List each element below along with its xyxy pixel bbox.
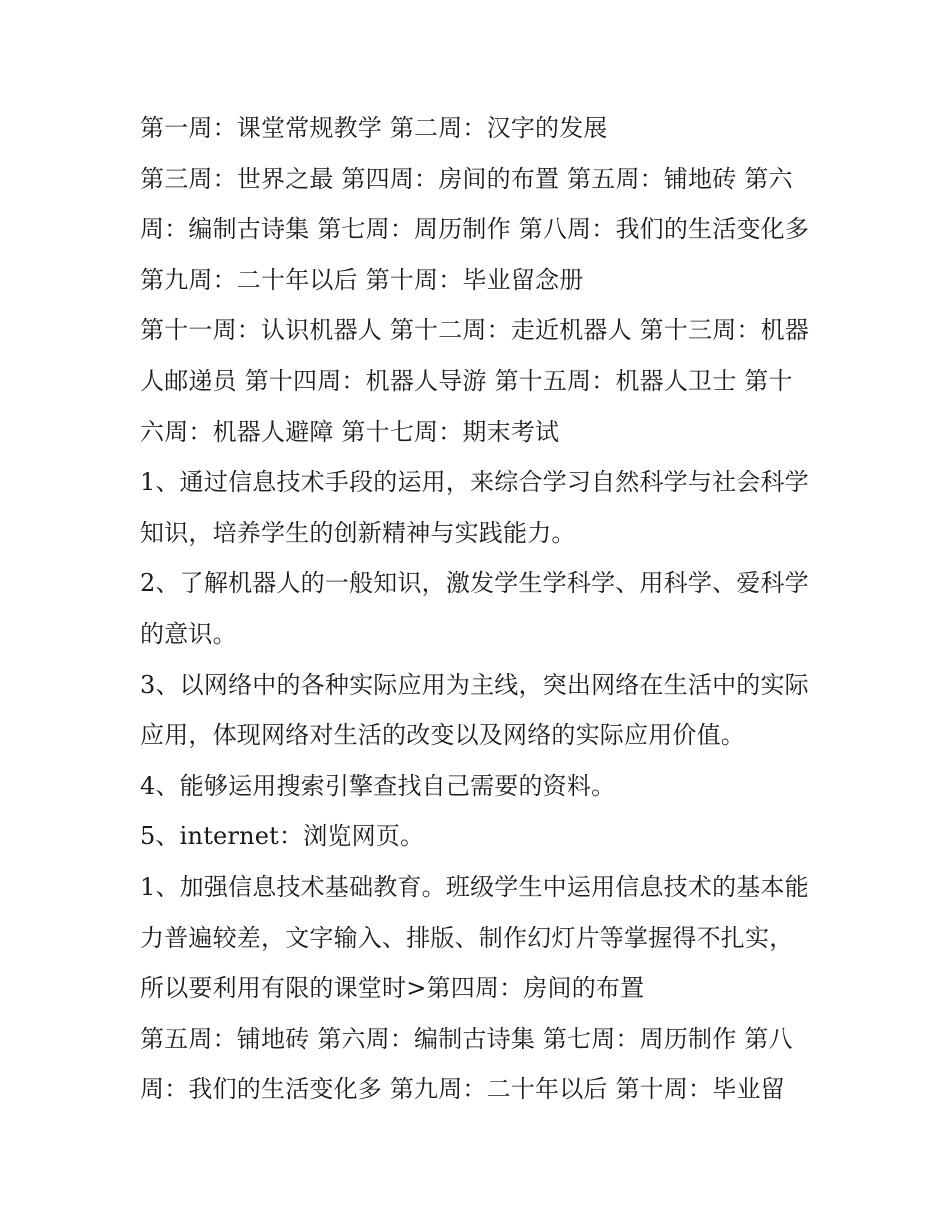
paragraph-goal-3: 3、以网络中的各种实际应用为主线，突出网络在生活中的实际应用，体现网络对生活的改变以及网络的实际应用价值。 [140,670,809,750]
paragraph-week-11-17: 第十一周：认识机器人 第十二周：走近机器人 第十三周：机器人邮递员 第十四周：机器人导游 第十五周：机器人卫士 第十六周：机器人避障 第十七周：期末考试 [140,316,810,446]
paragraph-goal-1: 1、通过信息技术手段的运用，来综合学习自然科学与社会科学知识，培养学生的创新精神与实践能力。 [140,468,809,547]
paragraph-week-3-10: 第三周：世界之最 第四周：房间的布置 第五周：铺地砖 第六周：编制古诗集 第七周：周历制作 第八周：我们的生活变化多 第九周：二十年以后 第十周：毕业留念册 [140,164,810,294]
paragraph-measure-1: 1、加强信息技术基础教育。班级学生中运用信息技术的基本能力普遍较差，文字输入、排版、制作幻灯片等掌握得不扎实，所以要利用有限的课堂时>第四周：房间的布置 [140,872,809,1003]
paragraph-goal-2: 2、了解机器人的一般知识，激发学生学科学、用科学、爱科学的意识。 [140,569,809,648]
paragraph-week-1-2: 第一周：课堂常规教学 第二周：汉字的发展 [140,114,608,142]
paragraph-goal-4: 4、能够运用搜索引擎查找自己需要的资料。 [140,771,616,800]
paragraph-week-5-10-repeat: 第五周：铺地砖 第六周：编制古诗集 第七周：周历制作 第八周：我们的生活变化多 第九周：二十年以后 第十周：毕业留 [140,1024,793,1104]
paragraph-goal-5: 5、internet：浏览网页。 [140,822,425,851]
document-body [140,103,812,1115]
